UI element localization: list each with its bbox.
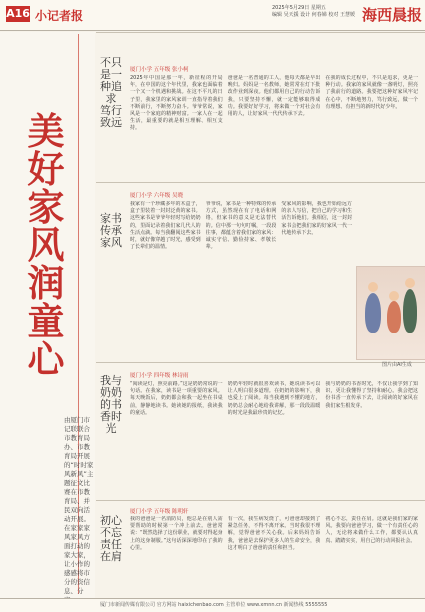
family-illustration [356, 266, 425, 360]
article-column: 在我的成长过程中，不只是追求，更是一种行动。我家的家风就像一盏明灯，照亮了我前行的道路。我要把这种好家风牢记在心中，不断地努力，笃行致远，做一个有理想、有担当的新时代好少年。 [325, 75, 419, 110]
article-byline: 厦门小学 四年级 林诗雨 [130, 373, 189, 379]
figure-head [368, 282, 378, 292]
article-body [130, 516, 418, 596]
section-label: 小记者报 [35, 9, 84, 23]
figure-parent [365, 293, 381, 333]
article-block [96, 362, 425, 493]
article-column: 爷爷说，家书是一种特殊的传承方式，虽然现在有了电话和网络，但家书的意义是无法替代的。信中那一句句叮嘱，一段段往事，都蕴含着我们家的家风：诚实守信、勤俭持家、孝敬长辈。 [205, 201, 277, 251]
article-column: 我与奶奶的书香时光，不仅让我学到了知识，更让我懂得了坚持和耐心。我会把这份书香一直传承下去，让阅读的好家风在我们家生根发芽。 [325, 381, 419, 409]
illustration-caption: 图片由AI生成 [382, 362, 412, 368]
article-column: 初心不忘，责任在肩。这就是我们家的家风。我要向爸爸学习，做一个有责任心的人，无论将来做什么工作，都要认认真真、踏踏实实，用自己的行动回报社会。 [325, 516, 419, 544]
page-footer: 厦门市新闻传媒有限公司 官方网站 haixichenbao.com 主管单位 www.xmnn.cn 新闻热线 5555555 [0, 598, 425, 612]
article-column: “阅读是灯，照亮前路。”这是奶奶常说的一句话。在我家，读书是一项重要的家风。每天晚饭后，奶奶都会和我一起坐在书桌前，静静地读书。她读她的报纸，我读我的童话。 [130, 381, 223, 416]
article-title: 家书传承家风 [100, 212, 122, 249]
article-column: 有一次，我生病发烧了，可爸爸却接到了紧急任务，不得不离开家。当时我很不理解，觉得爸爸不关心我。后来妈妈告诉我，爸爸是去保护更多人的生命安全，我这才明白了爸爸的责任和担当。 [227, 516, 321, 551]
figure-parent [403, 289, 417, 333]
intro-text: 由厦门市记联联合市教育局办、市教育局开展的“时时家风新风”主题征文比赛在市教育局、并民双向活动开展。在家家家风家风方面打动的家大家，让小作的感感将市分的资信息、分 [64, 416, 94, 595]
article-block [96, 500, 425, 599]
dateline [272, 5, 364, 19]
figure-head [389, 291, 399, 301]
page-header [0, 0, 425, 31]
article-title: 我与奶奶的书香时光 [100, 374, 122, 435]
masthead-logo: 海西晨报 [362, 6, 423, 24]
article-column: 我家有一个珍藏多年的木盒子，盒子里装着一封封泛黄的家书。这些家书是爷爷年轻时写给奶奶的，里面记录着我们家几代人的生活点滴。每当我翻阅这些家书时，就好像穿越了时光，感受到了长辈们的温情。 [130, 201, 201, 251]
article-block [96, 32, 425, 183]
article-column: 我的爸爸是一名消防员，他总是在别人需要帮助的时候第一个冲上前去。爸爸常说：“既然选择了这份职业，就要对得起身上的这身制服。”这句话深深地印在了我的心里。 [130, 516, 223, 551]
figure-child [387, 301, 401, 333]
article-byline: 厦门小学 五年级 张小柯 [130, 67, 189, 73]
article-column: 受家风的影响，我也开始给远方的亲人写信，把自己的学习和生活告诉他们。我相信，这一封封家书会把我们家的好家风一代一代地传承下去。 [281, 201, 353, 236]
main-headline: 美好家风润童心 [27, 109, 65, 381]
article-column: 奶奶年轻时就很喜欢读书，她说读书可以让人明白很多道理。在奶奶的影响下，我也爱上了阅读。每当我遇到不懂的地方，奶奶总会耐心地给我讲解，那一段段温暖的时光是我最珍贵的记忆。 [227, 381, 321, 416]
article-title: 初心不忘 责任在肩 [100, 514, 122, 563]
article-body [130, 381, 418, 489]
article-byline: 厦门小学 五年级 陈明轩 [130, 509, 189, 515]
article-body [130, 75, 418, 179]
editor-credits: 编辑 吴天援 设计 何春娣 校对 王慧媛 [272, 12, 355, 18]
page-number: A16 [6, 7, 30, 20]
article-column: 2025年中国是那一年，新征程的开局年，在中国的这个年代里，我家也面临着一个又一个机遇和挑战。在这不平凡的日子里，我家里的家风家训一直指导着我们不断前行，不断努力奋斗。爷爷常说，家风是一个家庭的精神财富。一家人在一起生活，最重要的就是相互理解、相互支持。 [130, 75, 223, 132]
article-body [130, 201, 352, 349]
article-column: 爸爸是一名普通的工人，他每天都是早出晚归。妈妈是一名教师，她常常在灯下批改作业到深夜。他们都用自己的行动告诉我，只要坚持不懈，就一定能够取得成功。我要好好学习，将来做一个对社会有用的人，让好家风一代代传承下去。 [227, 75, 321, 118]
article-byline: 厦门小学 六年级 吴晓 [130, 193, 183, 199]
article-title: 不只是一种追求 笃行致远 [100, 56, 122, 129]
date-text: 2025年5月29日 星期五 [272, 5, 326, 11]
figure-head [405, 278, 415, 288]
